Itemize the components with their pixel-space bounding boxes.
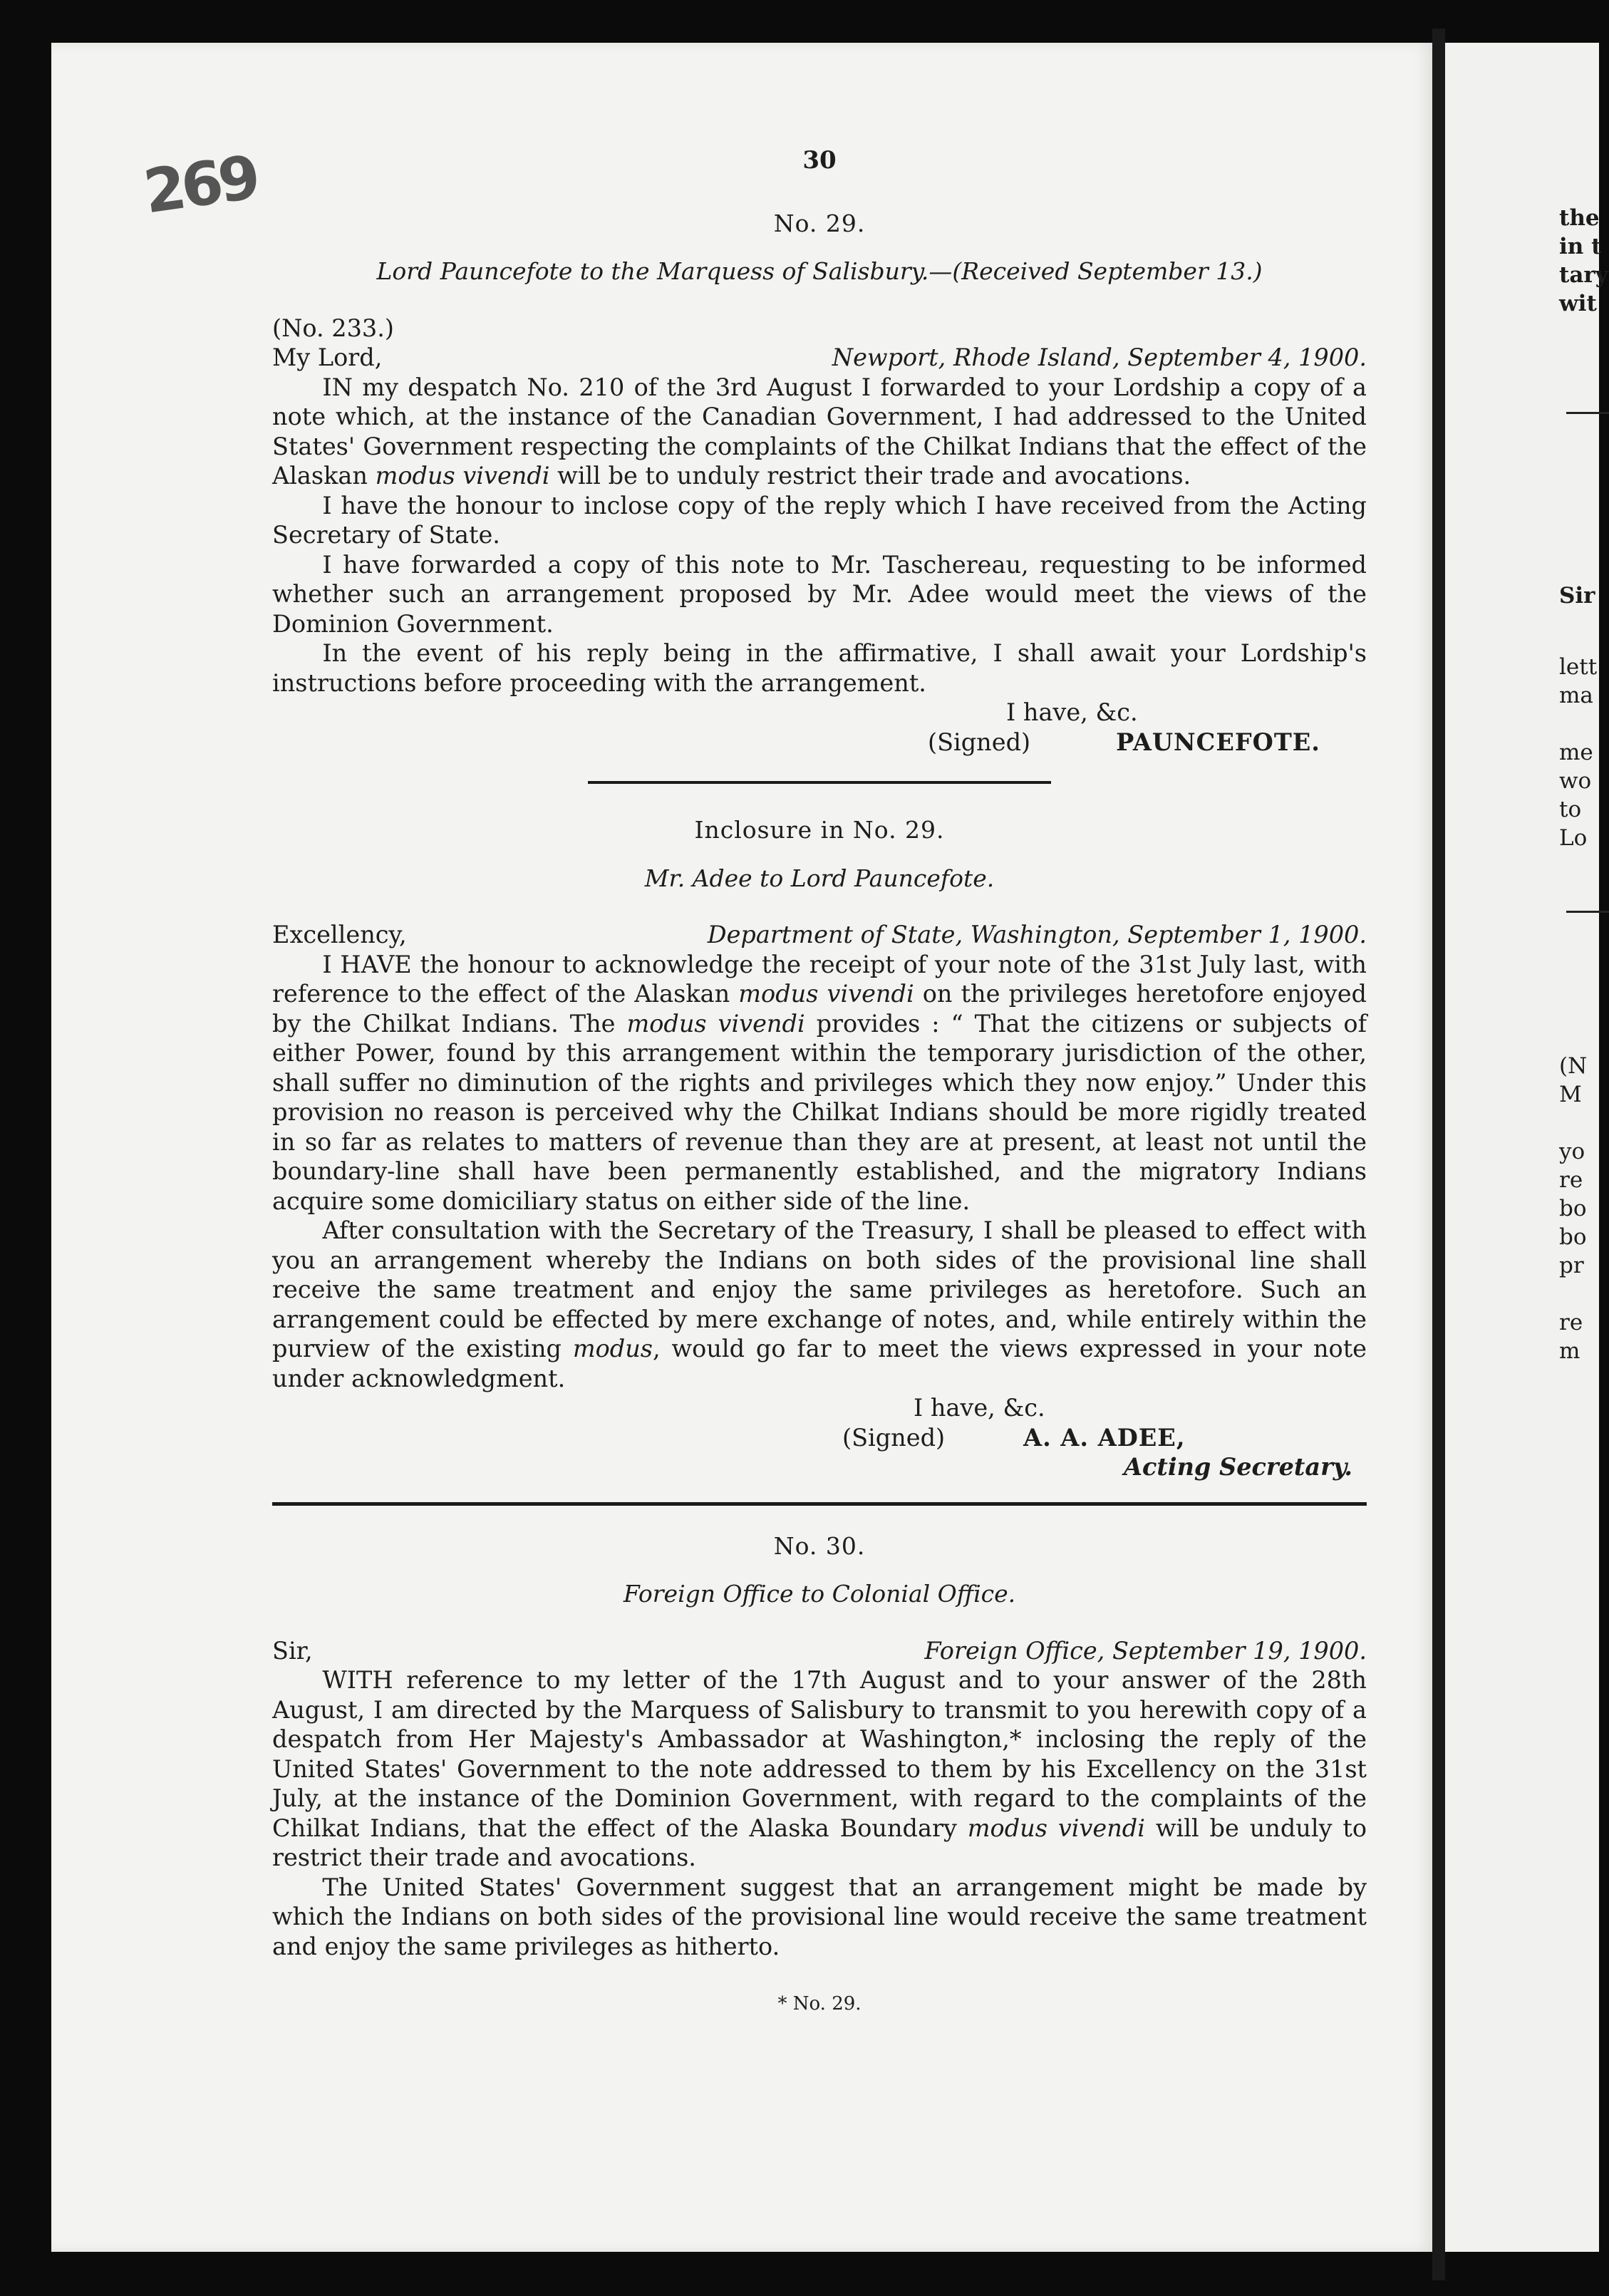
facing-text-fragment: the <box>1559 205 1600 231</box>
facing-text-fragment: bo <box>1559 1196 1587 1221</box>
doc-30-dateline: Foreign Office, September 19, 1900. <box>924 1636 1367 1665</box>
inclosure-paragraph-2: After consultation with the Secretary of the Treasury, I shall be pleased to effect with you an arrangement whereby the Indians on both sides of the provisional line shall receive the same treatment and enjoy the same privileges as heretofore. Such an arrangement could be effected by mere exchange of notes, and, while entirely within the purview of the existing modus, would go far to meet the views expressed in your note under acknowledgment. <box>272 1216 1367 1392</box>
inclosure-signature-line <box>272 1423 1367 1453</box>
facing-text-fragment: wit <box>1559 291 1597 316</box>
facing-text-fragment: bo <box>1559 1224 1587 1250</box>
inclosure-signatory: A. A. ADEE, <box>1023 1423 1186 1452</box>
doc-29-paragraph-1: IN my despatch No. 210 of the 3rd August I forwarded to your Lordship a copy of a note which, at the instance of the Canadian Government, I had addressed to the United States' Government respecting the complaints of the Chilkat Indians that the effect of the Alaskan modus vivendi will be to unduly restrict their trade and avocations. <box>272 373 1367 490</box>
doc-29-closing: I have, &c. <box>1006 698 1138 726</box>
inclosure-salutation-line <box>272 920 1367 950</box>
page-number: 30 <box>802 146 837 175</box>
doc-29-signed: (Signed) <box>928 728 1031 756</box>
section-divider-full <box>272 1502 1367 1506</box>
handwritten-page-number: 269 <box>139 142 261 227</box>
facing-text-fragment: in t <box>1559 234 1602 259</box>
facing-rule <box>1566 412 1609 414</box>
doc-30-salutation: Sir, <box>272 1636 313 1665</box>
inclosure-heading: Inclosure in No. 29. <box>694 816 945 844</box>
doc-29-salutation-line <box>272 343 1367 373</box>
facing-text-fragment: lett <box>1559 654 1598 680</box>
italic-latin-phrase: modus vivendi <box>626 1009 805 1038</box>
facing-text-fragment: (N <box>1559 1053 1588 1079</box>
italic-latin-phrase: modus vivendi <box>738 980 914 1008</box>
doc-30-number: No. 30. <box>773 1531 866 1560</box>
doc-30-footnote: * No. 29. <box>777 1993 862 2015</box>
doc-30-salutation-line <box>272 1636 1367 1666</box>
facing-page-edge <box>1445 43 1608 2252</box>
facing-text-fragment: pr <box>1559 1253 1584 1278</box>
facing-text-fragment: yo <box>1559 1139 1585 1164</box>
document-text <box>272 146 1367 2020</box>
inclosure-closing: I have, &c. <box>914 1394 1045 1422</box>
document-page <box>51 43 1432 2252</box>
italic-latin-phrase: modus vivendi <box>967 1814 1145 1842</box>
facing-text-fragment: to <box>1559 797 1582 822</box>
facing-text-fragment: re <box>1559 1167 1583 1193</box>
doc-29-signature-line <box>272 728 1367 757</box>
inclosure-title: Mr. Adee to Lord Pauncefote. <box>644 864 995 892</box>
doc-30-paragraph-2: The United States' Government suggest that an arrangement might be made by which the Indians on both sides of the provisional line would receive the same treatment and enjoy the same privileges as hitherto. <box>272 1873 1367 1960</box>
facing-text-fragment: Sir <box>1559 583 1595 609</box>
facing-text-fragment: re <box>1559 1310 1583 1335</box>
section-divider <box>588 781 1051 784</box>
facing-text-fragment: tary <box>1559 262 1608 288</box>
inclosure-paragraph-1: I HAVE the honour to acknowledge the receipt of your note of the 31st July last, with reference to the effect of the Alaskan modus vivendi on the privileges heretofore enjoyed by the Chilkat Indians. The modus vivendi provides : “ That the citizens or subjects of either Power, found by this arrangement within the temporary jurisdiction of the other, shall suffer no diminution of the rights and privileges which they now enjoy.” Under this provision no reason is perceived why the Chilkat Indians should be more rigidly treated in so far as relates to matters of revenue than they are at present, at least not until the boundary-line shall have been permanently established, and the migratory Indians acquire some domiciliary status on either side of the line. <box>272 950 1367 1215</box>
italic-latin-phrase: modus vivendi <box>375 462 550 490</box>
inclosure-signed: (Signed) <box>842 1423 946 1452</box>
facing-rule <box>1566 911 1609 913</box>
inclosure-signatory-role: Acting Secretary. <box>1123 1453 1352 1481</box>
inclosure-salutation: Excellency, <box>272 921 407 948</box>
doc-30-title: Foreign Office to Colonial Office. <box>623 1580 1016 1608</box>
doc-29-paragraph-2: I have the honour to inclose copy of the reply which I have received from the Acting Secretary of State. <box>272 491 1367 549</box>
facing-text-fragment: me <box>1559 740 1593 765</box>
doc-29-signatory: PAUNCEFOTE. <box>1116 728 1320 756</box>
doc-29-paragraph-4: In the event of his reply being in the affirmative, I shall await your Lordship's instructions before proceeding with the arrangement. <box>272 639 1367 697</box>
facing-text-fragment: ma <box>1559 683 1593 708</box>
italic-latin-phrase: modus <box>572 1335 653 1362</box>
doc-30-paragraph-1: WITH reference to my letter of the 17th August and to your answer of the 28th August, I am directed by the Marquess of Salisbury to transmit to you herewith copy of a despatch from Her Majesty's Ambassador at Washington,* inclosing the reply of the United States' Government to the note addressed to them by his Excellency on the 31st July, at the instance of the Dominion Government, with regard to the complaints of the Chilkat Indians, that the effect of the Alaska Boundary modus vivendi will be unduly to restrict their trade and avocations. <box>272 1666 1367 1871</box>
facing-text-fragment: wo <box>1559 768 1592 794</box>
inclosure-dateline: Department of State, Washington, September 1, 1900. <box>707 921 1367 948</box>
doc-29-paragraph-3: I have forwarded a copy of this note to Mr. Taschereau, requesting to be informed whether such an arrangement proposed by Mr. Adee would meet the views of the Dominion Government. <box>272 550 1367 638</box>
book-gutter <box>1432 29 1445 2280</box>
doc-29-title: Lord Pauncefote to the Marquess of Salisbury.—(Received September 13.) <box>376 257 1263 285</box>
doc-29-dateline: Newport, Rhode Island, September 4, 1900. <box>832 343 1367 371</box>
facing-text-fragment: M <box>1559 1082 1582 1107</box>
doc-29-ref: (No. 233.) <box>272 314 394 342</box>
doc-29-number: No. 29. <box>773 209 866 237</box>
facing-text-fragment: m <box>1559 1338 1580 1364</box>
facing-text-fragment: Lo <box>1559 825 1588 851</box>
doc-29-salutation: My Lord, <box>272 343 383 371</box>
